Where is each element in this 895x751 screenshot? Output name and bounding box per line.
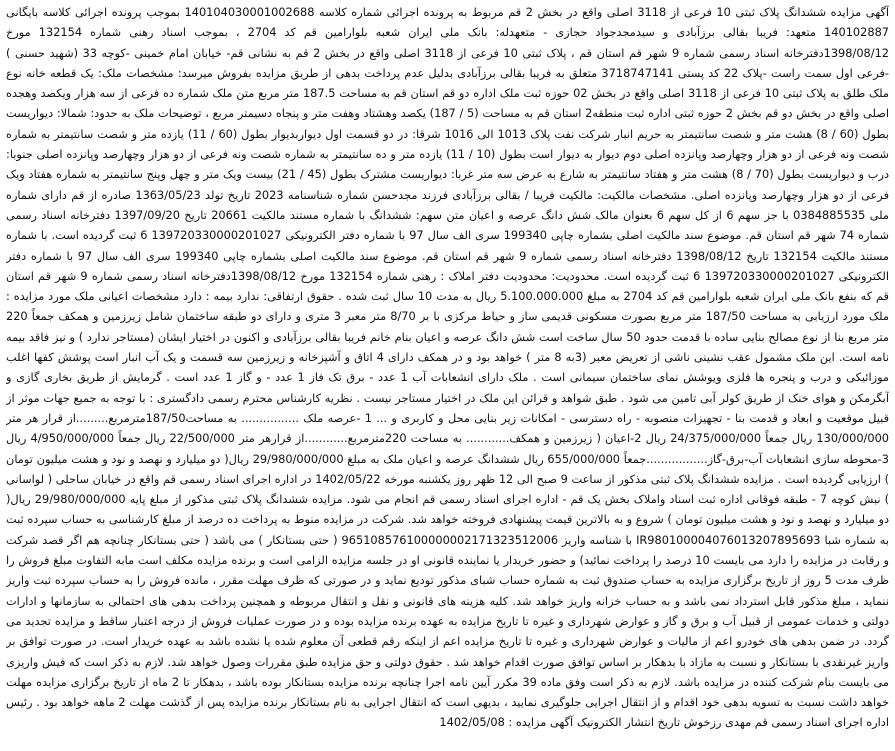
auction-notice-body: آگهی مزایده ششدانگ پلاک ثبتی 10 فرعی از 3118 اصلی واقع در بخش 2 قم مربوط به پرونده اجرائی شماره کلاسه 140104030001002688 بموجب پرونده اجرائی کلاسه بایگانی 140102887 متعهد: فریبا بقالی برزآبادی و سیدمجدجواد حجازی - متعهدله: بانک ملی ایران شعبه بلوارامین قم کد 2704 ، بموجب اسناد رهنی شماره 132154 مورخ 1398/08/12دفترخانه اسناد رسمی شماره 9 شهر قم استان قم ، پلاک ثبتی 10 فرعی از 3118 اصلی واقع در بخش 2 قم به نشانی قم- خیابان امام خمینی -کوچه 33 (شهید حسنی ) -فرعی اول سمت راست -پلاک 22 کد پستی 3718747141 متعلق به فریبا بقالی برزآبادی بدلیل عدم پرداخت بدهی از طریق مزایده بفروش میرسد: مشخصات ملک: یک قطعه خانه نوع ملک طلق به پلاک ثبتی 10 فرعی از 3118 اصلی واقع در بخش 02 حوزه ثبت ملک اداره دو قم استان قم به مساحت 187.5 متر مربع متن ملک شماره ده فرعی از سه هزار ویکصد وهجده اصلی واقع در بخش دو قم بخش 2 حوزه ثبتی اداره ثبت منطقه2 استان قم به مساحت (5 / 187) یکصد وهشتاد وهفت متر و پنجاه دسیمتر مربع ، توضیحات ملک به حدود: شمالا: دیواریست بطول (60 / 8) هشت متر و شصت سانتیمتر به حریم انبار شرکت نفت پلاک 1013 الی 1016 شرقا: در دو قسمت اول دیواربدیوار بطول (60 / 11) یازده متر و شصت سانتیمتر به شماره شصت ونه فرعی از دو هزار وچهارصد وپانزده اصلی دوم دیوار به دیوار است بطول (10 / 11) یازده متر و ده سانتیمتر به شماره شصت ونه فرعی از دو هزار وچهارصد وپانزده اصلی جنوبا: درب و دیواریست بطول (70 / 8) هشت متر و هفتاد سانتیمتر به شارع به عرض سه متر غربا: دیواریست مشترک بطول (45 / 21) بیست ویک متر و چهل وپنج سانتیمتر به شماره هفتاد ویک فرعی از دو هزار وچهارصد وپانزده اصلی. مشخصات مالکیت: مالکیت فریبا / بقالی برزآبادی فرزند مجدحسن شماره شناسنامه 2023 تاریخ تولد 1363/05/23 صادره از قم دارای شماره ملی 0384885535 با جز سهم 6 از کل سهم 6 بعنوان مالک شش دانگ عرصه و اعیان متن سهم: ششدانگ با شماره مستند مالکیت 20661 تاریخ 1397/09/20 دفترخانه اسناد رسمی شماره 74 شهر قم استان قم. موضوع سند مالکیت اصلی بشماره چاپی 199340 سری الف سال 97 با شماره دفتر الکترونیکی 139720330000201027 6 ثبت گردیده است. با شماره مستند مالکیت 132154 تاریخ 1398/08/12 دفترخانه اسناد رسمی شماره 9 شهر قم استان قم. موضوع سند مالکیت اصلی بشماره چاپی 199340 سری الف سال 97 با شماره دفتر الکترونیکی 139720330000201027 6 ثبت گردیده است. محدودیت: محدودیت دفتر املاک : رهنی شماره 132154 مورخ 1398/08/12دفترخانه اسناد رسمی شماره 9 شهر قم استان قم که بنفع بانک ملی ایران شعبه بلوارامین قم کد 2704 به مبلغ 5.100.000.000 ریال به مدت 10 سال ثبت شده . حقوق ارتفاقی: ندارد بیمه : دارد مشخصات اعیانی ملک مورد مزایده : ملک مورد ارزیابی به مساحت 187/50 متر مربع بصورت مسکونی قدیمی ساز و حیاط مرکزی با بر 8/70 متر معبر 3 متری و دارای دو طبقه ساختمان شامل زیرزمین و همکف جمعاً 220 متر مربع بنا از نوع مصالح بنایی ساده با قدمت حدود 50 سال ساخت است شش دانگ عرصه و اعیان بنام خانم فریبا بقالی برزآبادی و اکنون در اختیار ایشان (مستاجر ندارد ) و نیز فاقد بیمه نامه است. این ملک مشمول عقب نشینی ناشی از تعریض معبر (3به 8 متر ) خواهد بود و در همکف دارای 4 اتاق و آشپزخانه و زیرزمین سه قسمت و یک آب انبار است پوشش کفها اغلب موزائیکی و درب و پنجره ها فلزی ویوشش نمای ساختمان سیمانی است . ملک دارای انشعابات آب 1 عدد - برق تک فاز 1 عدد - و گاز 1 عدد است . گرمایش از طریق بخاری گازی و آبگرمکن و هوای خنک از طریق کولر آبی تامین می شود . طبق شواهد و قرائن این ملک در اختیار مستاجر نیست . نظریه کارشناس محترم رسمی دادگستری : با توجه به جمیع جهات موثر از قبیل موقعیت و ابعاد و قدمت بنا - تجهیزات منصوبه - راه دسترسی - امکانات زیر بنایی محل و کاربری و ... 1 -عرصه ملک ................ به مساحت187/50مترمربع.........از قرار هر متر 130/000/000 ریال جمعاً 24/375/000/000 ریال 2-اعیان ( زیرزمین و همکف............ به مساحت 220مترمربع............از قرارهر متر 22/500/000 ریال جمعاً 4/950/000/000 ریال 3-محوطه سازی انشعابات آب-برق-گاز.................جمعاً 655/000/000 ریال ششدانگ عرصه و اعیان ملک به مبلغ 29/980/000/000 ریال( دو میلیارد و نهصد و نود و هشت میلیون تومان ) ارزیابی گردیده است . مزایده ششدانگ پلاک ثبتی مذکور از ساعت 9 صبح الی 12 ظهر روز یکشنبه مورخه 1402/05/22 در اداره اجرای اسناد رسمی قم واقع در خیابان ساحلی ( لواسانی ) نبش کوچه 7 - طبقه فوقانی اداره ثبت اسناد واملاک بخش یک قم - اداره اجرای اسناد رسمی قم انجام می شود. مزایده ششدانگ پلاک ثبتی مذکور از مبلغ پایه 29/980/000/000 ریال( دو میلیارد و نهصد و نود و هشت میلیون تومان ) شروع و به بالاترین قیمت پیشنهادی فروخته خواهد شد. شرکت در مزایده منوط به پرداخت ده درصد از مبلغ کارشناسی به حساب سپرده ثبت به شماره شبا IR980100004076013207895693 با شناسه واریز 965108576100000002171323512006 ( حتی بستانکار ) می باشد ( حتی بستانکار چنانچه هم اگر قصد شرکت و رقابت در مزایده را دارد می بایست 10 درصد را پرداخت نمائید) و حضور خریدار یا نماینده قانونی او در جلسه مزایده الزامی است و برنده مزایده مکلف است مابه التفاوت مبلغ فروش را ظرف مدت 5 روز از تاریخ برگزاری مزایده به حساب صندوق ثبت به شماره حساب شبای مذکور تودیع نماید و در صورتی که ظرف مهلت مقرر ، مانده فروش را به حساب سپرده ثبت واریز ننماید ، مبلغ مذکور قابل استرداد نمی باشد و به حساب خزانه واریز خواهد شد. کلیه هزینه های قانونی و نقل و انتقال مربوطه و همچنین پرداخت بدهی های احتمالی به سازمانها و ادارات دولتی و خدمات عمومی از قبیل آب و برق و گاز و عوارض شهرداری و غیره تا تاریخ مزایده به عهده برنده مزایده بوده و در صورت عملیات فروش از درجه اعتبار ساقط و مزایده تجدید می گردد. در ضمن بدهی های خودرو اعم از مالیات و عوارض شهرداری و غیره تا تاریخ مزایده اعم از اینکه رقم قطعی آن معلوم شده یا نشده باشد به عهده خریدار است. در صورت توافق بر واریز غیرنقدی با بستانکار و نسبت به مازاد با بدهکار بر اساس توافق صورت اقدام خواهد شد . حقوق دولتی و حق مزایده طبق مقررات وصول خواهد شد. لازم به ذکر است که فیش واریزی می بایست بنام شرکت کننده در مزایده باشد. لازم به ذکر است وفق ماده 39 مکرر آیین نامه اجرا چنانچه برنده مزایده بستانکار بوده باشد ، بدهکار تا 2 ماه از تاریخ برگزاری مزایده مهلت خواهد داشت نسبت به تسویه بدهی خود اقدام و از انتقال اجرایی جلوگیری نمایید ، بدیهی است که انتقال اجرایی به نام بستانکار برنده مزایده پس از گذشت مهلت 2 ماهه خواهد بود . رئیس اداره اجرای اسناد رسمی قم مهدی رزخوش تاریخ انتشار الکترونیک آگهی مزایده : 1402/05/08 [6, 5, 889, 730]
auction-notice-document [6, 2, 889, 749]
